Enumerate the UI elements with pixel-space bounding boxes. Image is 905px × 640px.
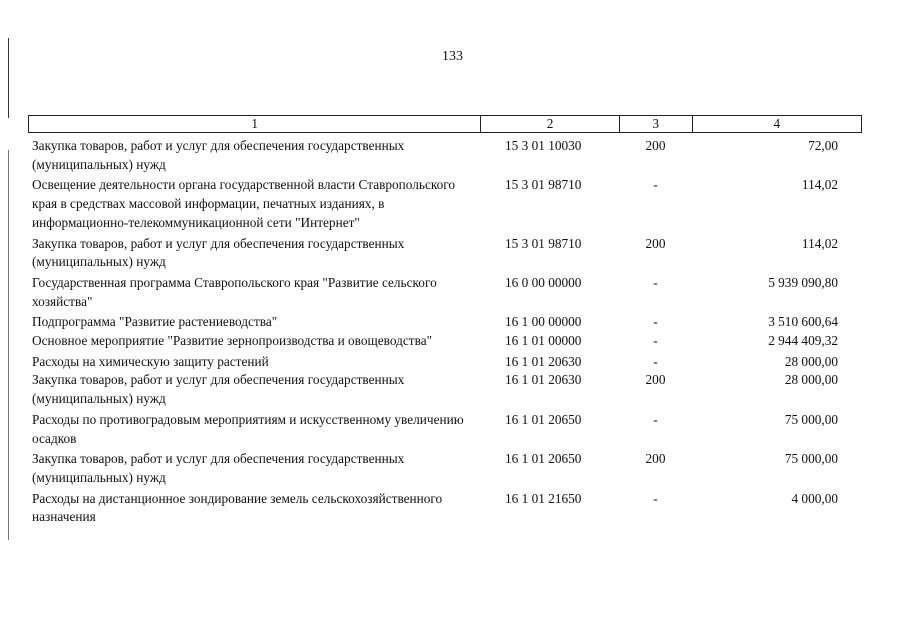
row-amount: 4 000,00: [791, 490, 838, 506]
row-amount: 114,02: [801, 235, 838, 251]
table-row: [28, 450, 862, 487]
table-row: [28, 235, 862, 272]
table-row: [28, 274, 862, 311]
row-type: 200: [645, 235, 666, 251]
row-amount: 72,00: [808, 138, 838, 153]
budget-table: [28, 115, 862, 527]
row-code: 16 1 01 20630: [505, 372, 582, 388]
row-amount: 2 944 409,32: [768, 333, 838, 349]
row-code: 16 0 00 00000: [505, 274, 582, 290]
row-code: 16 1 01 20650: [505, 411, 582, 427]
table-row: [28, 490, 862, 527]
row-amount: 3 510 600,64: [768, 314, 838, 330]
table-row: [28, 411, 862, 448]
left-margin-line-lower: [8, 150, 9, 540]
row-type: -: [653, 314, 658, 330]
row-name: Государственная программа Ставропольского края "Развитие сельского хозяйства": [32, 274, 437, 309]
table-header-row: [28, 115, 862, 133]
row-name: Подпрограмма "Развитие растениеводства": [32, 314, 278, 330]
row-code: 15 3 01 98710: [505, 177, 582, 193]
page-number: 133: [442, 49, 463, 64]
row-amount: 75 000,00: [784, 451, 838, 467]
table-row: [28, 176, 862, 232]
row-code: 16 1 01 00000: [505, 333, 582, 349]
row-amount: 28 000,00: [784, 372, 838, 388]
row-type: 200: [645, 451, 666, 467]
column-header-3: 3: [619, 116, 692, 132]
row-type: 200: [645, 372, 666, 388]
row-code: 16 1 00 00000: [505, 314, 582, 330]
row-name: Закупка товаров, работ и услуг для обеспечения государственных (муниципальных) нужд: [32, 451, 405, 485]
row-code: 15 3 01 98710: [505, 235, 582, 251]
row-code: 15 3 01 10030: [505, 138, 582, 153]
column-header-2: 2: [480, 116, 619, 132]
row-code: 16 1 01 20650: [505, 451, 582, 467]
row-amount: 5 939 090,80: [768, 274, 838, 290]
column-header-4: 4: [692, 116, 861, 132]
row-name: Расходы на дистанционное зондирование земель сельскохозяйственного назначения: [32, 490, 443, 525]
row-type: -: [653, 177, 658, 193]
row-name: Расходы на химическую защиту растений: [32, 353, 269, 369]
row-name: Основное мероприятие "Развитие зернопроизводства и овощеводства": [32, 333, 433, 349]
row-amount: 75 000,00: [784, 411, 838, 427]
row-amount: 114,02: [801, 177, 838, 193]
row-amount: 28 000,00: [784, 353, 838, 369]
row-type: -: [653, 411, 658, 427]
row-code: 16 1 01 21650: [505, 490, 582, 506]
row-name: Освещение деятельности органа государственной власти Ставропольского края в средствах массовой информации, печатных изданиях, в информационно-телекоммуникационной сети "Интернет": [32, 177, 456, 230]
row-type: -: [653, 333, 658, 349]
row-type: -: [653, 274, 658, 290]
table-row: [28, 313, 862, 332]
table-row: [28, 371, 862, 408]
table-row: [28, 353, 862, 372]
column-header-1: 1: [251, 116, 258, 131]
row-name: Расходы по противоградовым мероприятиям и искусственному увеличению осадков: [32, 411, 464, 446]
row-name: Закупка товаров, работ и услуг для обеспечения государственных (муниципальных) нужд: [32, 372, 405, 407]
row-type: -: [653, 490, 658, 506]
row-type: -: [653, 353, 658, 369]
row-name: Закупка товаров, работ и услуг для обеспечения государственных (муниципальных) нужд: [32, 235, 405, 270]
row-type: 200: [645, 138, 666, 153]
row-name: Закупка товаров, работ и услуг для обеспечения государственных (муниципальных) нужд: [32, 138, 405, 172]
row-code: 16 1 01 20630: [505, 353, 582, 369]
table-row: [28, 137, 862, 174]
table-row: [28, 332, 862, 351]
